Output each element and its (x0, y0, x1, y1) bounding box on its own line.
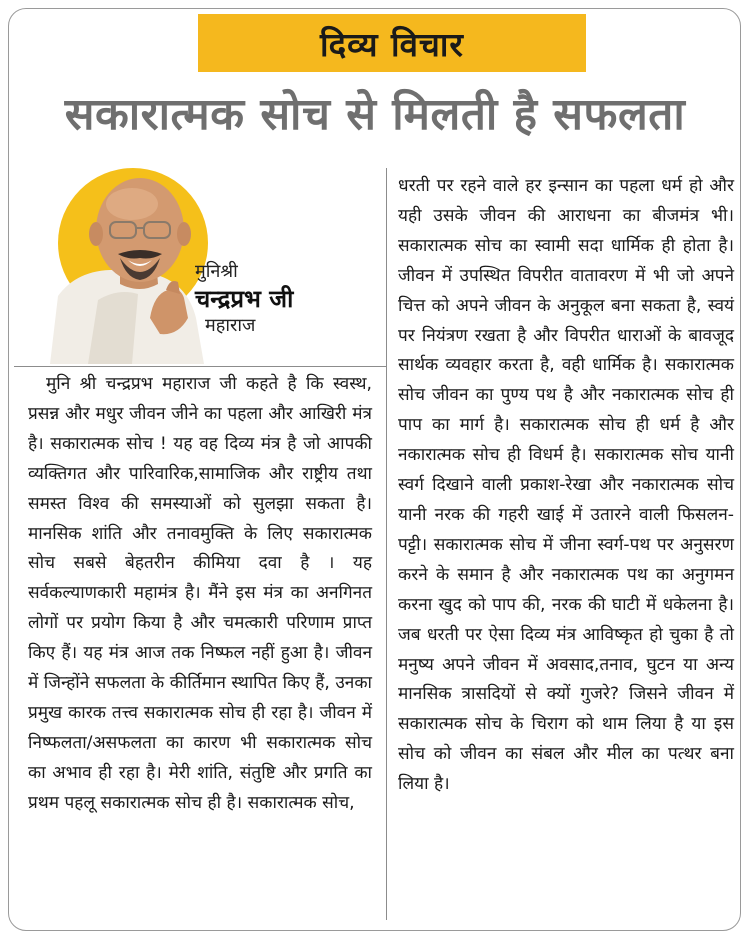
article-column-left: मुनि श्री चन्द्रप्रभ महाराज जी कहते है कि स्वस्थ, प्रसन्न और मधुर जीवन जीने का पहला और आखिरी मंत्र है। सकारात्मक सोच ! यह वह दिव्य मंत्र है जो आपकी व्यक्तिगत और पारिवारिक,सामाजिक और राष्ट्रीय तथा समस्त विश्व की समस्याओं को सुलझा सकता है।मानसिक शांति और तनावमुक्ति के लिए सकारात्मक सोच सबसे बेहतरीन कीमिया दवा है । यह सर्वकल्याणकारी महामंत्र है। मैंने इस मंत्र का अनगिनत लोगों पर प्रयोग किया है और चमत्कारी परिणाम प्राप्त किए हैं। यह मंत्र आज तक निष्फल नहीं हुआ है। जीवन में जिन्होंने सफलता के कीर्तिमान स्थापित किए हैं, उनका प्रमुख कारक तत्त्व सकारात्मक सोच ही रहा है। जीवन में निष्फलता/असफलता का कारण भी सकारात्मक सोच का अभाव ही रहा है। मेरी शांति, संतुष्टि और प्रगति का प्रथम पहलू सकारात्मक सोच ही है। सकारात्मक सोच, (28, 374, 372, 813)
article-headline: सकारात्मक सोच से मिलती है सफलता (64, 89, 686, 140)
column-divider (386, 168, 387, 920)
author-suffix: महाराज (205, 315, 256, 336)
section-header-band (198, 14, 586, 72)
portrait-divider (14, 366, 386, 367)
article-column-right: धरती पर रहने वाले हर इन्सान का पहला धर्म हो और यही उसके जीवन की आराधना का बीजमंत्र भी। सकारात्मक सोच का स्वामी सदा धार्मिक ही होता है। जीवन में उपस्थित विपरीत वातावरण में भी जो अपने चित्त को अपने जीवन के अनुकूल बना सकता है, स्वयं पर नियंत्रण रखता है और विपरीत धाराओं के बावजूद सार्थक व्यवहार करता है, वही धार्मिक है। सकारात्मक सोच जीवन का पुण्य पथ है और नकारात्मक सोच ही पाप का मार्ग है। सकारात्मक सोच ही धर्म है और नकारात्मक सोच ही विधर्म है। सकारात्मक सोच यानी स्वर्ग दिखाने वाली प्रकाश-रेखा और नकारात्मक सोच यानी नरक की गहरी खाई में उतारने वाली फिसलन-पट्टी। सकारात्मक सोच में जीना स्वर्ग-पथ पर अनुसरण करने के समान है और नकारात्मक पथ का अनुगमन करना खुद को पाप की, नरक की घाटी में धकेलना है। जब धरती पर ऐसा दिव्य मंत्र आविष्कृत हो चुका है तो मनुष्य अपने जीवन में अवसाद,तनाव, घुटन या अन्य मानसिक त्रासदियों से क्यों गुजरे? जिसने जीवन में सकारात्मक सोच के चिराग को थाम लिया है या इस सोच को जीवन का संबल और मील का पत्थर बना लिया है। (398, 176, 734, 795)
author-name: चन्द्रप्रभ जी (195, 285, 294, 313)
author-byline (195, 260, 293, 338)
author-portrait (28, 168, 386, 364)
section-title: दिव्य विचार (320, 24, 464, 64)
author-prefix: मुनिश्री (195, 261, 238, 282)
